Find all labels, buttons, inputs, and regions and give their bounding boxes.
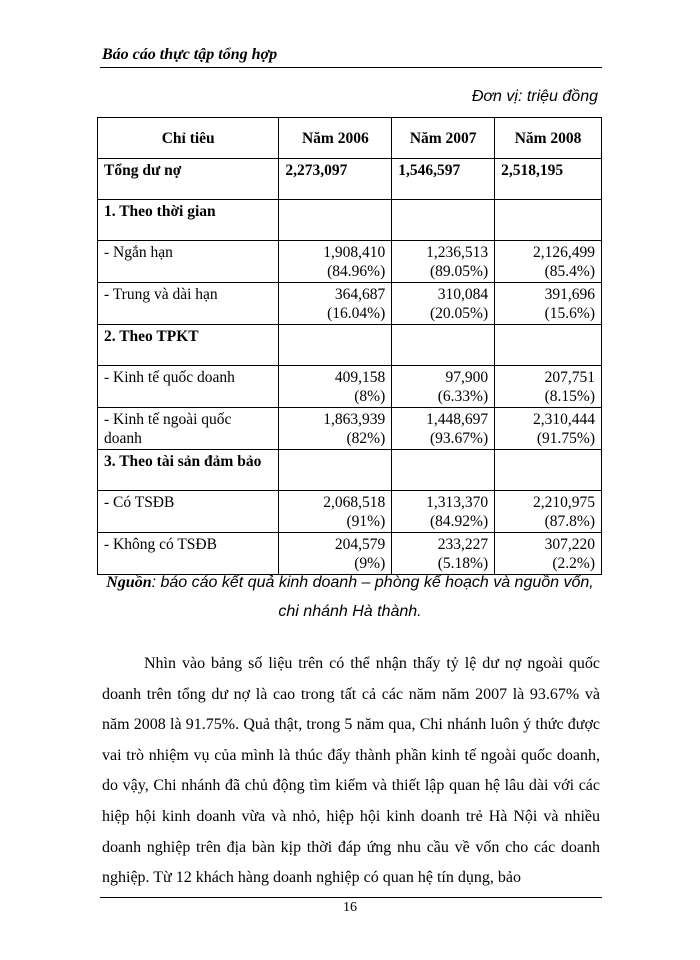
table-row xyxy=(98,408,602,450)
page-header-title: Báo cáo thực tập tổng hợp xyxy=(102,46,278,63)
cell-value: 310,084 (20.05%) xyxy=(392,283,495,325)
table-section-row xyxy=(98,450,602,491)
cell-value: 364,687 (16.04%) xyxy=(279,283,392,325)
cell-value: 1,546,597 xyxy=(392,159,495,200)
cell-value: 207,751 (8.15%) xyxy=(495,366,602,408)
cell-value: 233,227 (5.18%) xyxy=(392,533,495,575)
row-label: Tổng dư nợ xyxy=(98,159,279,200)
unit-note: Đơn vị: triệu đồng xyxy=(471,88,598,105)
cell-value: 2,068,518 (91%) xyxy=(279,491,392,533)
body-paragraph: Nhìn vào bảng số liệu trên có thể nhận thấy tỷ lệ dư nợ ngoài quốc doanh trên tổng dư nợ là cao trong tất cả các năm năm 2007 là 93.67% và năm 2008 là 91.75%. Quả thật, trong 5 năm qua, Chi nhánh luôn ý thức được vai trò nhiệm vụ của mình là thúc đẩy thành phần kinh tế ngoài quốc doanh, do vậy, Chi nhánh đã chủ động tìm kiếm và thiết lập quan hệ lâu dài với các hiệp hội kinh doanh vừa và nhỏ, hiệp hội kinh doanh trẻ Hà Nội và nhiều doanh nghiệp trên địa bàn kịp thời đáp ứng nhu cầu về vốn cho các doanh nghiệp. Từ 12 khách hàng doanh nghiệp có quan hệ tín dụng, bảo xyxy=(102,655,600,887)
source-label: Nguồn xyxy=(106,574,152,591)
row-label: - Trung và dài hạn xyxy=(98,283,279,325)
table-row xyxy=(98,533,602,575)
table-row xyxy=(98,283,602,325)
cell-value: 2,126,499 (85.4%) xyxy=(495,241,602,283)
cell-value: 307,220 (2.2%) xyxy=(495,533,602,575)
column-header: Năm 2006 xyxy=(279,118,392,159)
footer-divider xyxy=(100,897,602,898)
column-header: Chỉ tiêu xyxy=(98,118,279,159)
cell-value: 2,310,444 (91.75%) xyxy=(495,408,602,450)
row-label: - Có TSĐB xyxy=(98,491,279,533)
cell-value: 2,210,975 (87.8%) xyxy=(495,491,602,533)
table-row xyxy=(98,241,602,283)
column-header: Năm 2008 xyxy=(495,118,602,159)
cell-value: 1,863,939 (82%) xyxy=(279,408,392,450)
section-title: 2. Theo TPKT xyxy=(98,325,279,366)
cell-value: 1,236,513 (89.05%) xyxy=(392,241,495,283)
cell-value: 1,908,410 (84.96%) xyxy=(279,241,392,283)
table-row xyxy=(98,491,602,533)
section-title: 3. Theo tài sản đảm bảo xyxy=(98,450,279,491)
cell-value: 391,696 (15.6%) xyxy=(495,283,602,325)
header-divider xyxy=(100,67,602,68)
cell-value: 1,448,697 (93.67%) xyxy=(392,408,495,450)
table-section-row xyxy=(98,200,602,241)
table-row xyxy=(98,366,602,408)
row-label: - Kinh tế ngoài quốc doanh xyxy=(98,408,279,450)
table-row-total xyxy=(98,159,602,200)
cell-value: 2,273,097 xyxy=(279,159,392,200)
loan-table xyxy=(97,117,602,575)
table-header-row xyxy=(98,118,602,159)
source-note-line2: chi nhánh Hà thành. xyxy=(278,603,422,620)
row-label: - Kinh tế quốc doanh xyxy=(98,366,279,408)
source-note-line1 xyxy=(0,574,700,592)
row-label: - Ngắn hạn xyxy=(98,241,279,283)
cell-value: 2,518,195 xyxy=(495,159,602,200)
cell-value: 204,579 (9%) xyxy=(279,533,392,575)
table-section-row xyxy=(98,325,602,366)
cell-value: 409,158 (8%) xyxy=(279,366,392,408)
cell-value: 1,313,370 (84.92%) xyxy=(392,491,495,533)
section-title: 1. Theo thời gian xyxy=(98,200,279,241)
cell-value: 97,900 (6.33%) xyxy=(392,366,495,408)
row-label: - Không có TSĐB xyxy=(98,533,279,575)
page-number: 16 xyxy=(343,900,357,915)
source-text: : báo cáo kết quả kinh doanh – phòng kế hoạch và nguồn vốn, xyxy=(151,574,594,591)
column-header: Năm 2007 xyxy=(392,118,495,159)
